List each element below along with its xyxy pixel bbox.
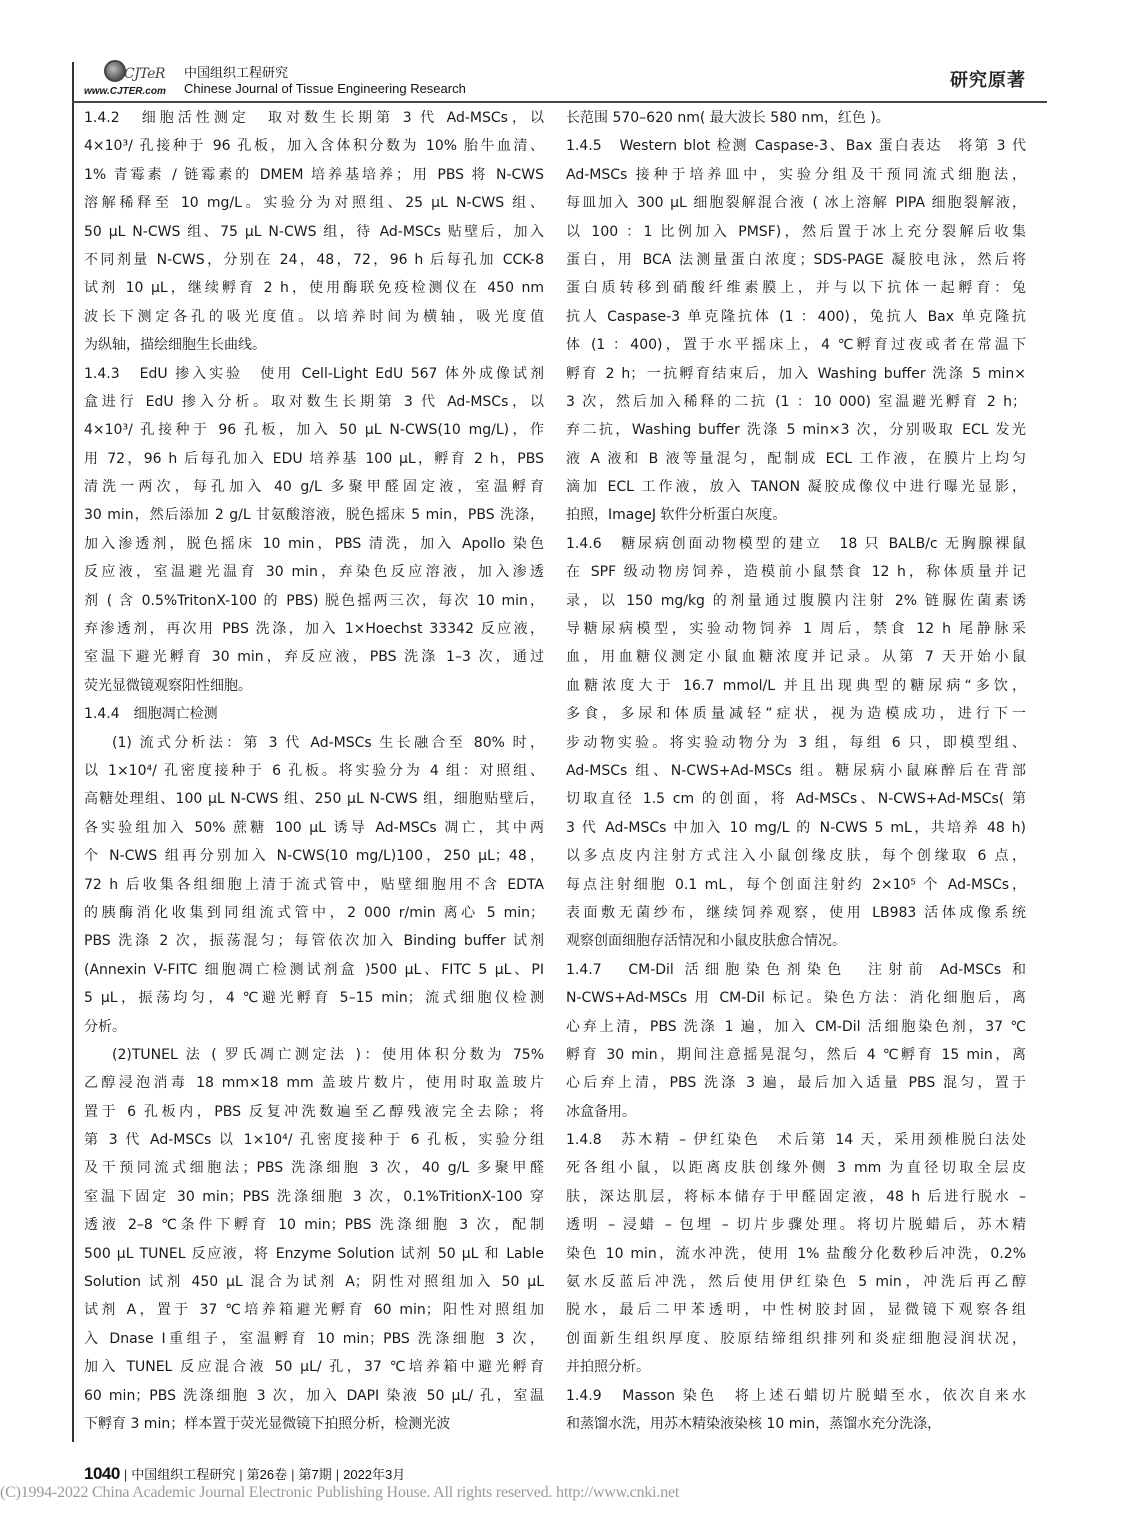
logo-text: CJTeR [124,66,165,82]
text-line: 试剂 10 μL，继续孵育 2 h，使用酶联免疫检测仪在 450 nm [84,280,544,297]
text-line: 血糖浓度大于 16.7 mmol/L 并且出现典型的糖尿病“多饮， [566,677,1026,694]
text-line: 为纵轴，描绘细胞生长曲线。 [84,337,266,354]
text-line: 30 min，然后添加 2 g/L 甘氨酸溶液，脱色摇床 5 min，PBS 洗涤， [84,507,544,524]
text-line: 体 (1 ：400)，置于水平摇床上，4 ℃孵育过夜或者在常温下 [566,337,1026,354]
footer-journal: 中国组织工程研究 [131,1467,236,1482]
text-line: 表面敷无菌纱布，继续饲养观察，使用 LB983 活体成像系统 [566,904,1026,921]
text-line: PBS 洗涤 2 次，振荡混匀；每管依次加入 Binding buffer 试剂 [84,933,544,950]
text-line: 拍照，ImageJ 软件分析蛋白灰度。 [566,507,787,524]
text-line: 创面新生组织厚度、胶原结缔组织排列和炎症细胞浸润状况， [566,1330,1026,1347]
text-line: 荧光显微镜观察阳性细胞。 [84,677,252,694]
section-heading-line: 1.4.9 Masson 染色 将上述石蜡切片脱蜡至水，依次自来水 [566,1387,1026,1404]
text-line: 500 μL TUNEL 反应液，将 Enzyme Solution 试剂 50 μL 和 Lable [84,1245,544,1262]
text-line: 切取直径 1.5 cm 的创面，将 Ad-MSCs、N-CWS+Ad-MSCs( 第 [566,791,1026,808]
text-line: (Annexin V-FITC 细胞凋亡检测试剂盒 )500 μL、FITC 5 μL、PI [84,961,544,978]
text-line: 室温下避光孵育 30 min，弃反应液，PBS 洗涤 1–3 次，通过 [84,649,544,666]
section-heading-line: 1.4.6 糖尿病创面动物模型的建立 18 只 BALB/c 无胸腺裸鼠 [566,535,1026,552]
text-line: 步动物实验。将实验动物分为 3 组，每组 6 只，即模型组、 [566,734,1026,751]
copyright-notice: (C)1994-2022 China Academic Journal Electronic Publishing House. All rights reserved. http://www.cnki.net [0,1484,680,1501]
text-line: 透液 2–8 ℃条件下孵育 10 min；PBS 洗涤细胞 3 次，配制 [84,1217,544,1234]
section-heading-line: 1.4.4 细胞凋亡检测 [84,706,218,723]
right-column [566,104,1026,1438]
text-line: 透明 – 浸蜡 – 包埋 – 切片步骤处理。将切片脱蜡后，苏木精 [566,1217,1026,1234]
text-line: 波长下测定各孔的吸光度值。以培养时间为横轴，吸光度值 [84,308,544,325]
text-line: 盒进行 EdU 掺入分析。取对数生长期第 3 代 Ad-MSCs，以 [84,393,544,410]
text-line: 蛋白，用 BCA 法测量蛋白浓度；SDS-PAGE 凝胶电泳，然后将 [566,251,1026,268]
page-header [84,58,1036,102]
text-line: 及干预同流式细胞法；PBS 洗涤细胞 3 次，40 g/L 多聚甲醛 [84,1160,544,1177]
text-line: 蛋白质转移到硝酸纤维素膜上，并与以下抗体一起孵育：兔 [566,280,1026,297]
journal-name-cn: 中国组织工程研究 [184,66,289,81]
site-url[interactable]: www.CJTER.com [84,86,166,97]
text-line: 个 N-CWS 组再分别加入 N-CWS(10 mg/L)100，250 μL；48， [84,848,544,865]
text-line: 各实验组加入 50% 蔗糖 100 μL 诱导 Ad-MSCs 凋亡，其中两 [84,819,544,836]
text-line: 乙醇浸泡消毒 18 mm×18 mm 盖玻片数片，使用时取盖玻片 [84,1075,544,1092]
section-heading-line: 1.4.8 苏木精 – 伊红染色 术后第 14 天，采用颈椎脱臼法处 [566,1132,1026,1149]
text-line: 50 μL N-CWS 组、75 μL N-CWS 组，待 Ad-MSCs 贴壁后，加入 [84,223,544,240]
text-line: Ad-MSCs 组、N-CWS+Ad-MSCs 组。糖尿病小鼠麻醉后在背部 [566,762,1026,779]
left-margin-rule [72,62,74,1442]
text-line: 试剂 A，置于 37 ℃培养箱避光孵育 60 min；阳性对照组加 [84,1302,544,1319]
text-line: 3 代 Ad-MSCs 中加入 10 mg/L 的 N-CWS 5 mL，共培养 48 h) [566,819,1026,836]
text-line: 剂 ( 含 0.5%TritonX-100 的 PBS) 脱色摇两三次，每次 10 min， [84,592,544,609]
text-line: 的胰酶消化收集到同组流式管中，2 000 r/min 离心 5 min； [84,904,544,921]
text-line: 分析。 [84,1018,126,1035]
section-heading-line: 1.4.5 Western blot 检测 Caspase-3、Bax 蛋白表达 将第 3 代 [566,138,1026,155]
section-heading-line: 1.4.2 细胞活性测定 取对数生长期第 3 代 Ad-MSCs，以 [84,110,544,126]
text-line: 长范围 570–620 nm( 最大波长 580 nm，红色 )。 [566,110,890,126]
text-line: 肤，深达肌层，将标本储存于甲醛固定液，48 h 后进行脱水 – [566,1188,1026,1205]
text-line: 孵育 30 min，期间注意摇晃混匀，然后 4 ℃孵育 15 min，离 [566,1046,1026,1063]
text-line: 室温下固定 30 min；PBS 洗涤细胞 3 次，0.1%TritionX-100 穿 [84,1188,544,1205]
text-line: 录，以 150 mg/kg 的剂量通过腹膜内注射 2% 链脲佐菌素诱 [566,592,1026,609]
text-line: 弃渗透剂，再次用 PBS 洗涤，加入 1×Hoechst 33342 反应液， [84,621,544,638]
globe-icon [104,60,126,82]
text-line: Solution 试剂 450 μL 混合为试剂 A；阴性对照组加入 50 μL [84,1274,544,1291]
text-line: 72 h 后收集各组细胞上清于流式管中，贴壁细胞用不含 EDTA [84,876,544,893]
text-line: 加入渗透剂，脱色摇床 10 min，PBS 清洗，加入 Apollo 染色 [84,535,544,552]
text-line: 观察创面细胞存活情况和小鼠皮肤愈合情况。 [566,933,846,950]
text-line: 高糖处理组、100 μL N-CWS 组、250 μL N-CWS 组，细胞贴壁后， [84,791,544,808]
text-line: 4×10³/ 孔接种于 96 孔板，加入 50 μL N-CWS(10 mg/L)，作 [84,422,544,439]
text-line: 以多点皮内注射方式注入小鼠创缘皮肤，每个创缘取 6 点， [566,848,1026,865]
text-line: 60 min；PBS 洗涤细胞 3 次，加入 DAPI 染液 50 μL/ 孔，室温 [84,1387,544,1404]
text-line: 冰盒备用。 [566,1103,636,1120]
text-line: 孵育 2 h；一抗孵育结束后，加入 Washing buffer 洗涤 5 min× [566,365,1026,382]
section-heading-line: 1.4.7 CM-Dil 活细胞染色剂染色 注射前 Ad-MSCs 和 [566,961,1026,978]
text-line: 心弃上清，PBS 洗涤 1 遍，加入 CM-Dil 活细胞染色剂，37 ℃ [566,1018,1026,1035]
text-line: Ad-MSCs 接种于培养皿中，实验分组及干预同流式细胞法， [566,166,1026,183]
text-line: 1% 青霉素 / 链霉素的 DMEM 培养基培养；用 PBS 将 N-CWS [84,166,544,183]
footer-date: 2022年3月 [343,1467,406,1482]
text-line: 导糖尿病模型，实验动物饲养 1 周后，禁食 12 h 尾静脉采 [566,621,1026,638]
text-line: 4×10³/ 孔接种于 96 孔板，加入含体积分数为 10% 胎牛血清、 [84,138,544,155]
text-line: 并拍照分析。 [566,1359,650,1376]
text-line: N-CWS+Ad-MSCs 用 CM-Dil 标记。染色方法：消化细胞后，离 [566,990,1026,1007]
text-line: 不同剂量 N-CWS，分别在 24，48，72，96 h 后每孔加 CCK-8 [84,251,544,268]
page-number: 1040 [84,1464,120,1483]
section-tag: 研究原著 [950,70,1026,91]
text-line: 脱水，最后二甲苯透明，中性树胶封固，显微镜下观察各组 [566,1302,1026,1319]
text-line: 弃二抗，Washing buffer 洗涤 5 min×3 次，分别吸取 ECL 发光 [566,422,1026,439]
journal-name-en: Chinese Journal of Tissue Engineering Research [184,81,466,96]
text-line: 清洗一两次，每孔加入 40 g/L 多聚甲醛固定液，室温孵育 [84,479,544,496]
text-line: 死各组小鼠，以距离皮肤创缘外侧 3 mm 为直径切取全层皮 [566,1160,1026,1177]
text-line: 入 Dnase Ⅰ重组子，室温孵育 10 min；PBS 洗涤细胞 3 次， [84,1330,544,1347]
footer-volume: 第26卷 [246,1467,288,1482]
text-line: 每皿加入 300 μL 细胞裂解混合液 ( 冰上溶解 PIPA 细胞裂解液， [566,195,1026,212]
header-divider [72,101,1047,103]
text-line: 置于 6 孔板内，PBS 反复冲洗数遍至乙醇残液完全去除；将 [84,1103,544,1120]
page-footer: 1040 | 中国组织工程研究 | 第26卷 | 第7期 | 2022年3月 [84,1464,406,1483]
text-line: 用 72，96 h 后每孔加入 EDU 培养基 100 μL，孵育 2 h，PBS [84,450,544,467]
text-line: (1) 流式分析法：第 3 代 Ad-MSCs 生长融合至 80% 时， [112,734,544,751]
text-line: (2)TUNEL 法 ( 罗氏凋亡测定法 )：使用体积分数为 75% [112,1046,544,1063]
footer-issue: 第7期 [298,1467,332,1482]
text-line: 3 次，然后加入稀释的二抗 (1 ：10 000) 室温避光孵育 2 h； [566,393,1026,410]
section-heading-line: 1.4.3 EdU 掺入实验 使用 Cell-Light EdU 567 体外成像试剂 [84,365,544,382]
text-line: 以 100 ：1 比例加入 PMSF)，然后置于冰上充分裂解后收集 [566,223,1026,240]
text-line: 第 3 代 Ad-MSCs 以 1×10⁴/ 孔密度接种于 6 孔板，实验分组 [84,1132,544,1149]
text-line: 染色 10 min，流水冲洗，使用 1% 盐酸分化数秒后冲洗，0.2% [566,1245,1026,1262]
text-line: 氨水反蓝后冲洗，然后使用伊红染色 5 min，冲洗后再乙醇 [566,1274,1026,1291]
text-line: 和蒸馏水洗，用苏木精染液染核 10 min，蒸馏水充分洗涤， [566,1415,942,1432]
journal-logo [84,58,166,97]
text-line: 5 μL，振荡均匀，4 ℃避光孵育 5–15 min；流式细胞仪检测 [84,990,544,1007]
left-column [84,104,544,1438]
text-line: 抗人 Caspase-3 单克隆抗体 (1 ：400)，兔抗人 Bax 单克隆抗 [566,308,1026,325]
text-line: 溶解稀释至 10 mg/L。实验分为对照组、25 μL N-CWS 组、 [84,195,544,212]
text-line: 加入 TUNEL 反应混合液 50 μL/ 孔，37 ℃培养箱中避光孵育 [84,1359,544,1376]
text-line: 滴加 ECL 工作液，放入 TANON 凝胶成像仪中进行曝光显影， [566,479,1026,496]
text-line: 反应液，室温避光温育 30 min，弃染色反应溶液，加入渗透 [84,564,544,581]
text-line: 以 1×10⁴/ 孔密度接种于 6 孔板。将实验分为 4 组：对照组、 [84,762,544,779]
text-line: 在 SPF 级动物房饲养，造模前小鼠禁食 12 h，称体质量并记 [566,564,1026,581]
text-line: 每点注射细胞 0.1 mL，每个创面注射约 2×10⁵ 个 Ad-MSCs， [566,876,1026,893]
text-line: 下孵育 3 min；样本置于荧光显微镜下拍照分析，检测光波 [84,1415,451,1432]
text-line: 液 A 液和 B 液等量混匀，配制成 ECL 工作液，在膜片上均匀 [566,450,1026,467]
text-line: 多食，多尿和体质量减轻”症状，视为造模成功，进行下一 [566,706,1026,723]
text-line: 心后弃上清，PBS 洗涤 3 遍，最后加入适量 PBS 混匀，置于 [566,1075,1026,1092]
text-line: 血，用血糖仪测定小鼠血糖浓度并记录。从第 7 天开始小鼠 [566,649,1026,666]
